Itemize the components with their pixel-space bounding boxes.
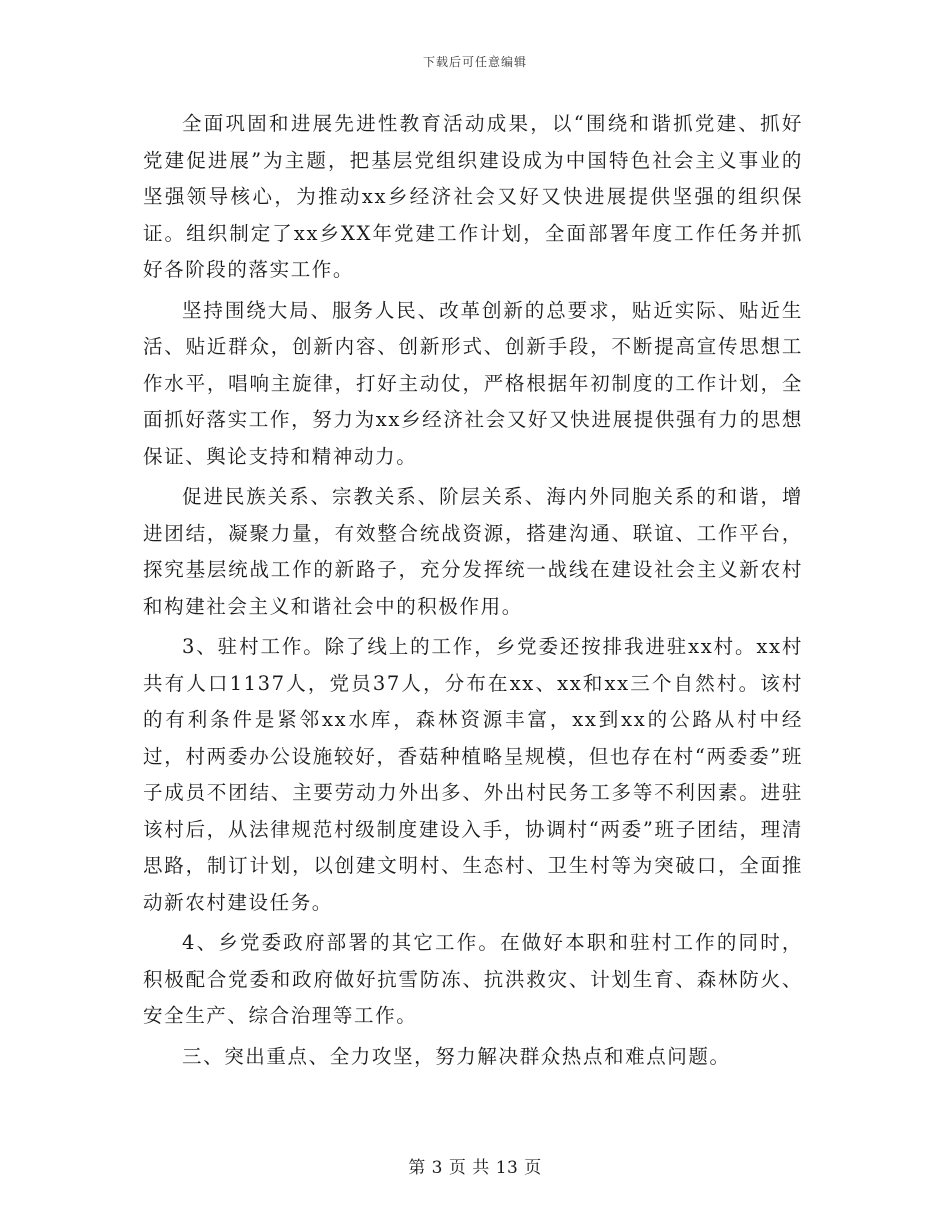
document-body [143, 106, 803, 1079]
paragraph-publicity-work: 坚持围绕大局、服务人民、改革创新的总要求，贴近实际、贴近生活、贴近群众，创新内容、创新形式、创新手段，不断提高宣传思想工作水平，唱响主旋律，打好主动仗，严格根据年初制度的工作计划，全面抓好落实工作，努力为xx乡经济社会又好又快进展提供强有力的思想保证、舆论支持和精神动力。 [143, 298, 803, 468]
paragraph-united-front: 促进民族关系、宗教关系、阶层关系、海内外同胞关系的和谐，增进团结，凝聚力量，有效整合统战资源，搭建沟通、联谊、工作平台，探究基层统战工作的新路子，充分发挥统一战线在建设社会主义新农村和构建社会主义和谐社会中的积极作用。 [143, 485, 803, 618]
section-heading-three: 三、突出重点、全力攻坚，努力解决群众热点和难点问题。 [182, 1044, 731, 1068]
paragraph-village-work: 3、驻村工作。除了线上的工作，乡党委还按排我进驻xx村。xx村共有人口1137人，党员37人，分布在xx、xx和xx三个自然村。该村的有利条件是紧邻xx水库，森林资源丰富，xx到xx的公路从村中经过，村两委办公设施较好，香菇种植略呈规模，但也存在村“两委委”班子成员不团结、主要劳动力外出多、外出村民务工多等不利因素。进驻该村后，从法律规范村级制度建设入手，协调村“两委”班子团结，理清思路，制订计划，以创建文明村、生态村、卫生村等为突破口，全面推动新农村建设任务。 [143, 635, 803, 914]
page-number: 第 3 页 共 13 页 [408, 1158, 542, 1178]
paragraph-other-work: 4、乡党委政府部署的其它工作。在做好本职和驻村工作的同时，积极配合党委和政府做好抗雪防冻、抗洪救灾、计划生育、森林防火、安全生产、综合治理等工作。 [143, 931, 803, 1027]
paragraph-party-building: 全面巩固和进展先进性教育活动成果，以“围绕和谐抓党建、抓好党建促进展”为主题，把基层党组织建设成为中国特色社会主义事业的坚强领导核心，为推动xx乡经济社会又好又快进展提供坚强的组织保证。组织制定了xx乡XX年党建工作计划，全面部署年度工作任务并抓好各阶段的落实工作。 [143, 112, 803, 281]
header-note: 下载后可任意编辑 [422, 55, 527, 69]
